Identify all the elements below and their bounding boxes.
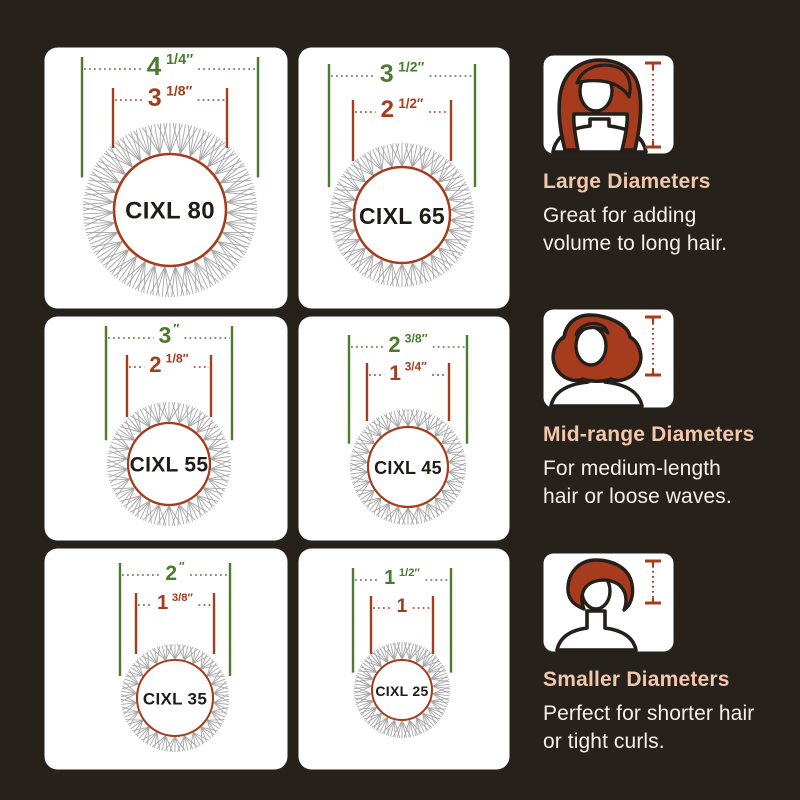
category-line: Perfect for shorter hair <box>543 702 755 725</box>
category-line: or tight curls. <box>543 730 665 753</box>
brush-card-cixl-25 <box>298 548 510 770</box>
outer-dimension-label: 1 $^{1/2''}$ <box>384 566 420 590</box>
category-block-smaller <box>543 668 795 756</box>
woman-long-hair-icon <box>543 55 674 154</box>
inner-dimension-label: 1 $^{3/8''}$ <box>157 591 193 615</box>
category-title: Mid-range Diameters <box>543 423 755 446</box>
brush-card-cixl-80 <box>44 47 288 309</box>
inner-dimension-label: 2 $^{1/2''}$ <box>380 95 424 124</box>
category-icon-card-large <box>543 55 674 154</box>
brush-card-cixl-65 <box>298 47 510 309</box>
card-background <box>299 549 510 770</box>
inner-dimension-label: 2 $^{1/8''}$ <box>149 351 189 377</box>
woman-medium-hair-icon <box>543 309 674 408</box>
category-line: hair or loose waves. <box>543 485 732 508</box>
category-icon-card-smaller <box>543 553 674 652</box>
category-title: Smaller Diameters <box>543 668 730 691</box>
outer-dimension-label: 2 $^{3/8''}$ <box>388 331 428 357</box>
brush-card-cixl-55 <box>44 316 288 541</box>
model-label: CIXL 35 <box>142 689 208 709</box>
category-block-midrange <box>543 423 795 511</box>
brush-card-cixl-45 <box>298 316 510 541</box>
category-block-large <box>543 170 795 258</box>
category-line: For medium-length <box>543 457 721 480</box>
model-label: CIXL 25 <box>375 683 429 699</box>
model-label: CIXL 55 <box>129 453 209 477</box>
outer-dimension-label: 3 ″ <box>158 321 180 349</box>
model-label: CIXL 80 <box>125 197 215 225</box>
outer-dimension-label: 3 $^{1/2''}$ <box>379 58 425 88</box>
category-line: Great for adding <box>543 204 697 227</box>
woman-short-hair-icon <box>543 553 674 652</box>
outer-dimension-label: 2 ″ <box>165 559 185 585</box>
inner-dimension-label: 1 $^{3/4''}$ <box>389 359 427 385</box>
inner-dimension-label: 3 $^{1/8''}$ <box>147 82 193 112</box>
category-line: volume to long hair. <box>543 232 728 255</box>
category-icon-card-midrange <box>543 309 674 408</box>
inner-dimension-label: 1 <box>396 596 408 618</box>
model-label: CIXL 65 <box>358 203 446 229</box>
model-label: CIXL 45 <box>374 458 442 478</box>
category-title: Large Diameters <box>543 170 711 193</box>
brush-card-cixl-35 <box>44 548 288 770</box>
outer-dimension-label: 4 $^{1/4''}$ <box>146 50 194 81</box>
